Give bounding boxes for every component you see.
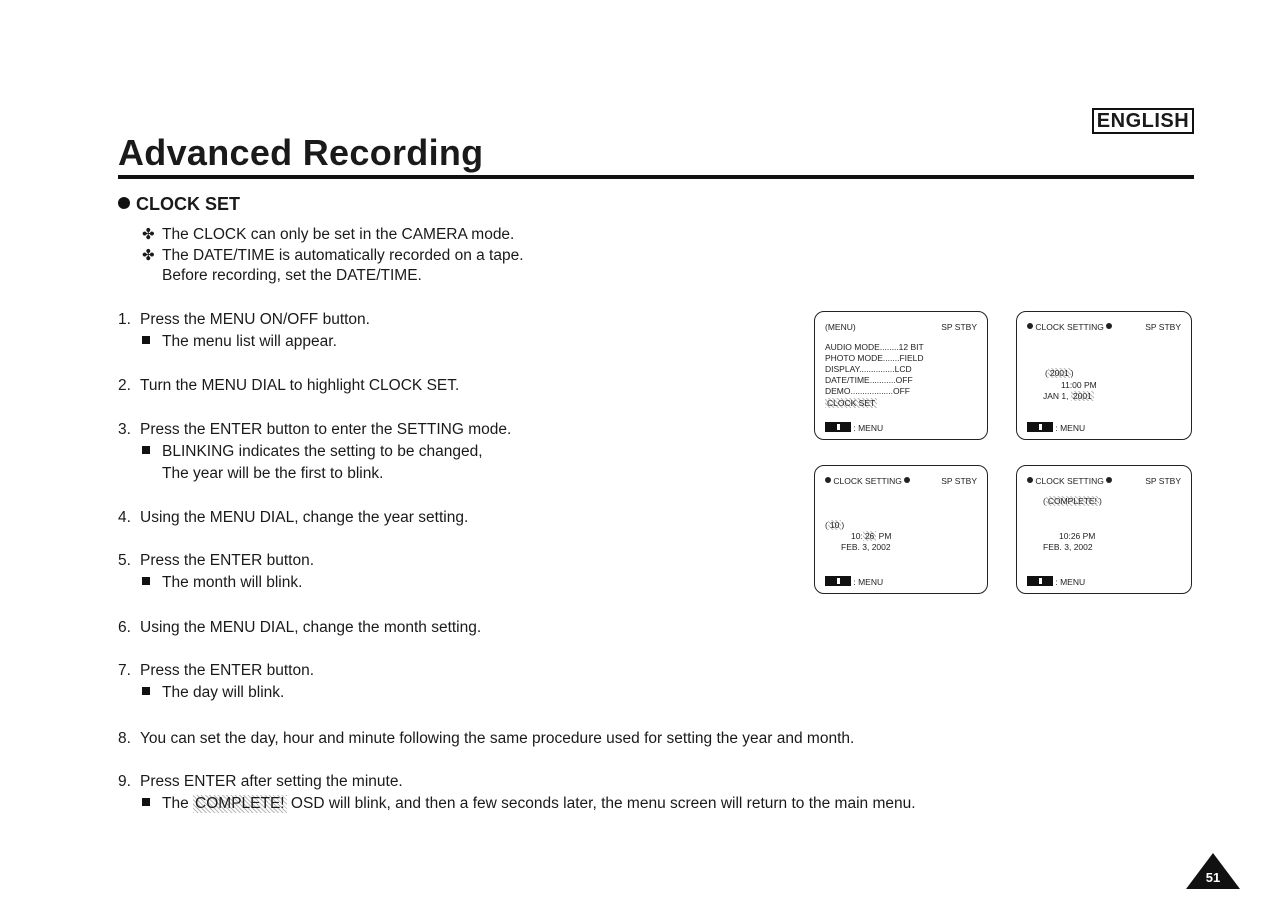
note-continuation: Before recording, set the DATE/TIME. [162,267,422,284]
step-4: 4. Using the MENU DIAL, change the year setting. [118,509,469,526]
screen-clock-year: CLOCK SETTING SP STBY ( 2001 ) 11:00 PM JAN 1, 2001 : MENU [1016,311,1192,440]
step-1: 1. Press the MENU ON/OFF button. [118,311,370,328]
page-title: Advanced Recording [118,132,484,173]
language-badge: ENGLISH [1092,108,1194,134]
bullet-icon [118,197,130,209]
note-2: ✤ The DATE/TIME is automatically recorded on a tape. [142,247,524,264]
square-bullet-icon [142,446,150,454]
clock-set-highlight: CLOCK SET [827,398,876,408]
dot-icon [1027,477,1033,483]
menu-button-icon [825,422,851,432]
step-3-sub: BLINKING indicates the setting to be changed, [142,443,483,461]
step-7: 7. Press the ENTER button. [118,662,315,679]
screen-clock-complete: CLOCK SETTING SP STBY ( COMPLETE! ) 10:26 PM FEB. 3, 2002 : MENU [1016,465,1192,594]
complete-osd-highlight: COMPLETE! [195,795,285,812]
step-3-sub-cont: The year will be the first to blink. [162,465,384,482]
step-5: 5. Press the ENTER button. [118,552,315,569]
dot-icon [1027,323,1033,329]
clover-bullet-icon: ✤ [142,247,155,264]
step-1-sub: The menu list will appear. [142,333,337,351]
note-1: ✤ The CLOCK can only be set in the CAMERA mode. [142,226,515,243]
menu-button-icon [1027,422,1053,432]
step-9-sub: The COMPLETE! OSD will blink, and then a few seconds later, the menu screen will return to the main menu. [142,795,916,813]
step-5-sub: The month will blink. [142,574,302,592]
hour-highlight: 10 [829,520,840,530]
step-8: 8. You can set the day, hour and minute following the same procedure used for setting the year and month. [118,730,855,747]
page-number: 51 [1205,870,1221,885]
square-bullet-icon [142,798,150,806]
step-7-sub: The day will blink. [142,684,284,702]
year-blink-highlight: 2001 [1072,391,1092,401]
title-divider [118,175,1194,179]
minute-highlight: 26 [864,531,875,541]
menu-button-icon [1027,576,1053,586]
dot-icon [904,477,910,483]
step-2: 2. Turn the MENU DIAL to highlight CLOCK SET. [118,377,460,394]
step-3: 3. Press the ENTER button to enter the SETTING mode. [118,421,512,438]
dot-icon [1106,477,1112,483]
section-heading: CLOCK SET [118,194,240,215]
screen-menu: (MENU) SP STBY AUDIO MODE........12 BIT PHOTO MODE.......FIELD DISPLAY...............LCD DATE/TIME...........OFF DEMO..................OFF CLOCK SET : MENU [814,311,988,440]
menu-button-icon [825,576,851,586]
complete-highlight: COMPLETE! [1047,496,1097,506]
square-bullet-icon [142,336,150,344]
square-bullet-icon [142,687,150,695]
year-highlight: 2001 [1049,368,1069,378]
dot-icon [825,477,831,483]
clover-bullet-icon: ✤ [142,226,155,243]
square-bullet-icon [142,577,150,585]
step-6: 6. Using the MENU DIAL, change the month setting. [118,619,482,636]
step-9: 9. Press ENTER after setting the minute. [118,773,403,790]
screen-clock-minute: CLOCK SETTING SP STBY ( 10 ) 10: 26 PM FEB. 3, 2002 : MENU [814,465,988,594]
dot-icon [1106,323,1112,329]
